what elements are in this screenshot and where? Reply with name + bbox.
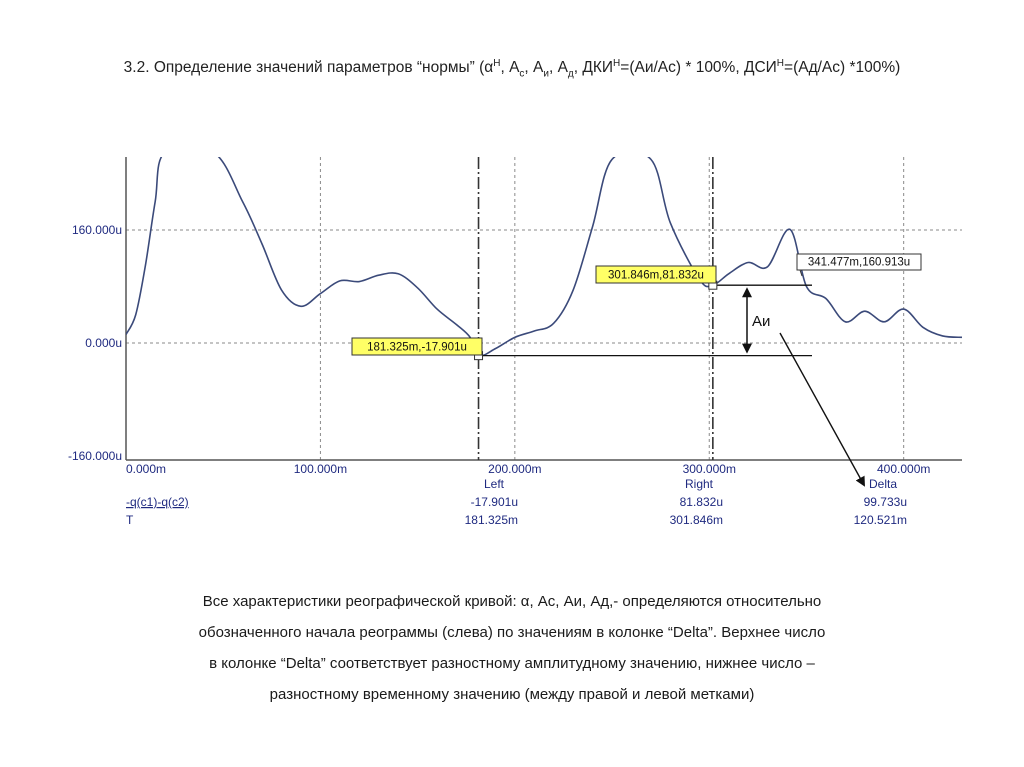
amplitude-arrow-up xyxy=(742,287,752,297)
cursor-lines xyxy=(479,157,713,460)
table-col-header: Delta xyxy=(868,477,898,491)
description-line: в колонке “Delta” соответствует разностному амплитудному значению, нижнее число – xyxy=(209,655,815,672)
x-tick-label: 0.000m xyxy=(126,462,167,476)
title-sub: и xyxy=(543,68,549,80)
marker-label: 341.477m,160.913u xyxy=(807,256,911,269)
x-tick-label: 200.000m xyxy=(488,462,542,476)
marker-label: 181.325m,-17.901u xyxy=(367,341,467,354)
annotations xyxy=(352,254,921,485)
title-part: , А xyxy=(500,59,520,77)
y-tick-label: -160.000u xyxy=(67,449,122,463)
title-sub: с xyxy=(519,68,525,80)
y-tick-label: 0.000u xyxy=(85,336,122,350)
title-part: =(Ад/Ас) *100%) xyxy=(784,59,901,77)
table-row-label: T xyxy=(126,513,134,527)
title-part: =(Аи/Ас) * 100%, ДСИ xyxy=(620,59,777,77)
title-part: , А xyxy=(524,59,544,77)
description-line: Все характеристики реографической кривой: α, Ас, Аи, Ад,- определяются относительно xyxy=(202,593,822,610)
table-row-label: -q(c1)-q(c2) xyxy=(126,495,189,509)
table-cell-amplitude: 99.733u xyxy=(863,495,907,509)
title-part: , ДКИ xyxy=(573,59,614,77)
title-sup: Н xyxy=(776,58,785,69)
title-part: , А xyxy=(548,59,568,77)
table-cell-amplitude: 81.832u xyxy=(679,495,723,509)
table-col-header: Left xyxy=(483,477,505,491)
x-tick-label: 400.000m xyxy=(876,462,931,476)
title-sub: д xyxy=(567,68,574,80)
table-cell-time: 181.325m xyxy=(464,513,518,527)
series-line xyxy=(126,146,962,356)
x-tick-label: 100.000m xyxy=(293,462,348,476)
axes xyxy=(126,157,962,460)
title-alpha: α xyxy=(484,59,494,77)
pointer-arrow xyxy=(780,333,864,485)
title-sup: Н xyxy=(493,58,501,69)
table-cell-time: 120.521m xyxy=(853,513,907,527)
table-cell-time: 301.846m xyxy=(669,513,723,527)
amplitude-label: Аи xyxy=(752,313,771,330)
x-tick-label: 300.000m xyxy=(682,462,736,476)
description xyxy=(112,586,912,710)
table-cell-amplitude: -17.901u xyxy=(470,495,518,509)
table-col-header: Right xyxy=(684,477,714,491)
amplitude-arrow-down xyxy=(742,344,752,354)
series-group xyxy=(126,146,962,356)
cursor-table xyxy=(126,477,907,527)
grid xyxy=(126,157,962,460)
description-line: обозначенного начала реограммы (слева) по значениям в колонке “Delta”. Верхнее число xyxy=(198,624,826,641)
marker-label: 301.846m,81.832u xyxy=(608,269,704,282)
title-part: 3.2. Определение значений параметров “нормы” ( xyxy=(123,59,485,77)
y-tick-label: 160.000u xyxy=(71,223,122,237)
description-line: разностному временному значению (между правой и левой метками) xyxy=(269,686,755,703)
title-sup: Н xyxy=(613,58,621,69)
